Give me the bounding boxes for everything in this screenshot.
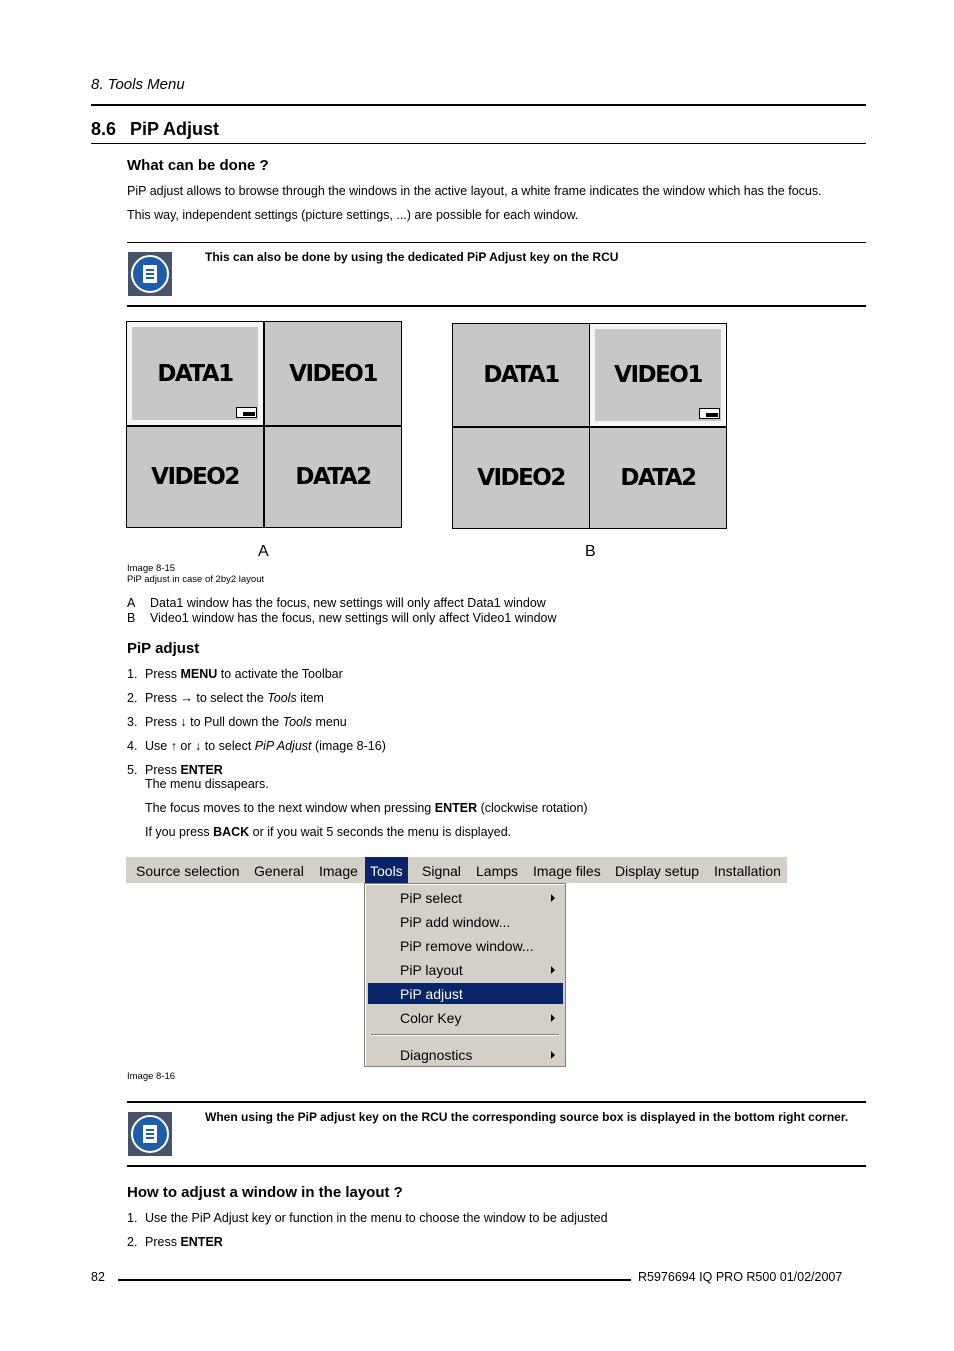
page-number: 82 xyxy=(91,1270,105,1284)
window-data2: DATA2 xyxy=(265,427,401,527)
figure2-caption-id: Image 8-16 xyxy=(127,1071,176,1082)
menu-signal[interactable]: Signal xyxy=(422,863,461,879)
menu-lamps[interactable]: Lamps xyxy=(476,863,519,879)
menu-installation[interactable]: Installation xyxy=(714,863,781,879)
menu-item-pip-adjust[interactable]: PiP adjust xyxy=(368,983,563,1004)
menu-item-pip-add-window[interactable]: PiP add window... xyxy=(400,914,511,930)
note1-top-rule xyxy=(127,242,866,243)
menu-separator xyxy=(371,1034,559,1036)
how-to-heading: How to adjust a window in the layout ? xyxy=(127,1184,403,1201)
figure1-caption-id: Image 8-15 xyxy=(127,563,176,574)
submenu-arrow-icon xyxy=(551,966,555,974)
menu-image[interactable]: Image xyxy=(319,863,358,879)
footer-doc-info: R5976694 IQ PRO R500 01/02/2007 xyxy=(638,1270,843,1284)
note-icon xyxy=(128,1112,172,1156)
footer-rule xyxy=(118,1279,631,1281)
how-to-step-2: 2. Press ENTER xyxy=(127,1235,223,1249)
submenu-arrow-icon xyxy=(551,1014,555,1022)
chapter-header: 8. Tools Menu xyxy=(91,76,185,93)
window-data1: DATA1 xyxy=(453,324,589,426)
menu-image-files[interactable]: Image files xyxy=(533,863,601,879)
menu-item-pip-layout[interactable]: PiP layout xyxy=(368,959,563,980)
menu-general[interactable]: General xyxy=(254,863,304,879)
figure1-caption-text: PiP adjust in case of 2by2 layout xyxy=(127,574,265,585)
window-video1: VIDEO1 xyxy=(265,322,401,425)
legend-item-a: A Data1 window has the focus, new settings will only affect Data1 window xyxy=(127,596,546,610)
source-box-icon xyxy=(699,408,720,419)
legend-item-b: B Video1 window has the focus, new settings will only affect Video1 window xyxy=(127,611,557,625)
note2-top-rule xyxy=(127,1101,866,1103)
section-name: PiP Adjust xyxy=(130,119,220,139)
header-rule xyxy=(91,104,866,106)
submenu-arrow-icon xyxy=(551,894,555,902)
section-title xyxy=(91,119,219,140)
menu-bar xyxy=(126,857,787,883)
note2-bottom-rule xyxy=(127,1165,866,1167)
step-5: 5. Press ENTER xyxy=(127,763,223,777)
window-video2: VIDEO2 xyxy=(453,428,589,528)
menu-item-pip-remove-window[interactable]: PiP remove window... xyxy=(400,938,534,954)
menu-display-setup[interactable]: Display setup xyxy=(615,863,700,879)
note2-text: When using the PiP adjust key on the RCU the corresponding source box is displayed in the bottom right corner. xyxy=(205,1110,849,1124)
menu-tools[interactable]: Tools xyxy=(365,857,408,883)
what-can-be-done-heading: What can be done ? xyxy=(127,157,269,174)
tools-dropdown xyxy=(364,883,566,1067)
note1-text: This can also be done by using the dedicated PiP Adjust key on the RCU xyxy=(205,250,619,264)
note-icon xyxy=(128,252,172,296)
paragraph-1: PiP adjust allows to browse through the windows in the active layout, a white frame indicates the window which has the focus. xyxy=(127,184,822,198)
step-2: 2. Press → to select the Tools item xyxy=(127,691,324,705)
step-4: 4. Use ↑ or ↓ to select PiP Adjust (image 8-16) xyxy=(127,739,386,753)
menu-item-pip-select[interactable]: PiP select xyxy=(368,887,563,908)
how-to-step-1: 1. Use the PiP Adjust key or function in the menu to choose the window to be adjusted xyxy=(127,1211,608,1225)
note1-bottom-rule xyxy=(127,305,866,307)
window-data2: DATA2 xyxy=(590,428,726,528)
step-3: 3. Press ↓ to Pull down the Tools menu xyxy=(127,715,347,729)
section-number: 8.6 xyxy=(91,119,117,139)
panel-b-letter: B xyxy=(585,543,596,560)
menu-item-color-key[interactable]: Color Key xyxy=(368,1007,563,1028)
window-data1: DATA1 xyxy=(127,322,263,425)
step-5-line2: The menu dissapears. xyxy=(145,777,269,791)
layout-panel-a xyxy=(126,321,402,528)
pip-adjust-heading: PiP adjust xyxy=(127,640,200,657)
menu-item-diagnostics[interactable]: Diagnostics xyxy=(368,1044,563,1065)
window-video1: VIDEO1 xyxy=(590,324,726,426)
layout-panel-b xyxy=(452,323,727,529)
step-1: 1. Press MENU to activate the Toolbar xyxy=(127,667,343,681)
source-box-icon xyxy=(236,407,257,418)
step-5-para2: The focus moves to the next window when pressing ENTER (clockwise rotation) xyxy=(145,801,588,815)
step-5-para3: If you press BACK or if you wait 5 seconds the menu is displayed. xyxy=(145,825,512,839)
menu-source-selection[interactable]: Source selection xyxy=(136,863,240,879)
paragraph-2: This way, independent settings (picture settings, ...) are possible for each window. xyxy=(127,208,579,222)
submenu-arrow-icon xyxy=(551,1051,555,1059)
panel-a-letter: A xyxy=(258,543,269,560)
section-rule xyxy=(91,143,866,144)
window-video2: VIDEO2 xyxy=(127,427,263,527)
